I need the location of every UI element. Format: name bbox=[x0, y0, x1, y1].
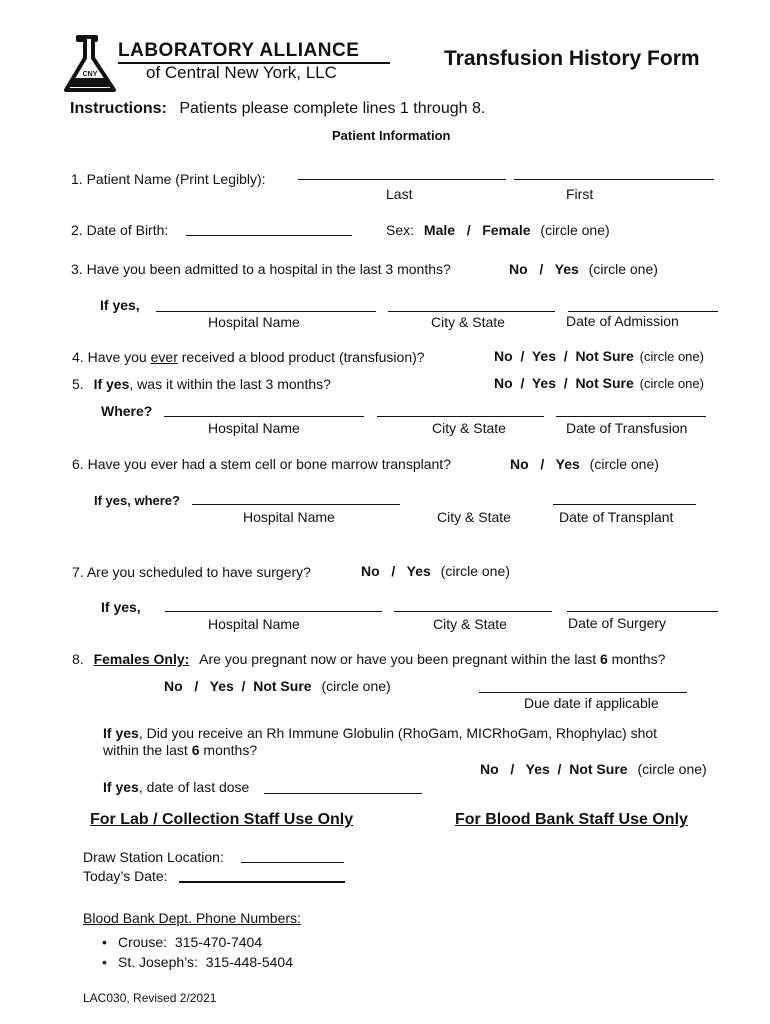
q4-options[interactable]: No / Yes / Not Sure bbox=[494, 348, 634, 364]
q6-question: 6. Have you ever had a stem cell or bone marrow transplant? bbox=[72, 456, 451, 472]
todays-date-field[interactable] bbox=[179, 881, 345, 883]
draw-station-label: Draw Station Location: bbox=[83, 849, 224, 865]
logo bbox=[60, 34, 120, 94]
dob-field[interactable] bbox=[186, 235, 352, 236]
footer-code: LAC030, Revised 2/2021 bbox=[83, 991, 217, 1005]
phone-item: • St. Joseph’s: 315-448-5404 bbox=[100, 952, 293, 972]
org-name: LABORATORY ALLIANCE bbox=[118, 40, 360, 61]
q3-cap-city: City & State bbox=[431, 314, 505, 330]
q5-cap-date: Date of Transfusion bbox=[566, 420, 688, 436]
q5-options[interactable]: No / Yes / Not Sure bbox=[494, 375, 634, 391]
rh-options[interactable]: No / Yes / Not Sure bbox=[480, 761, 628, 777]
caption-first: First bbox=[566, 186, 594, 202]
q6-cap-date: Date of Transplant bbox=[559, 509, 674, 525]
q3-cap-hospital: Hospital Name bbox=[208, 314, 300, 330]
logo-text: CNY bbox=[82, 71, 98, 78]
q6-date-field[interactable] bbox=[553, 504, 696, 505]
q7-options[interactable]: No / Yes bbox=[361, 563, 431, 579]
q7-cap-date: Date of Surgery bbox=[568, 615, 667, 631]
q5-question: 5. If yes, was it within the last 3 months? bbox=[72, 376, 331, 392]
q5-cap-hospital: Hospital Name bbox=[208, 420, 300, 436]
first-name-field[interactable] bbox=[514, 179, 714, 180]
due-date-field[interactable] bbox=[479, 692, 687, 693]
q8-choice: No / Yes / Not Sure (circle one) bbox=[164, 678, 391, 694]
phone-item: • Crouse: 315-470-7404 bbox=[100, 932, 293, 952]
phones-heading: Blood Bank Dept. Phone Numbers: bbox=[83, 910, 301, 926]
org-subname: of Central New York, LLC bbox=[146, 63, 337, 82]
q4-choice: No / Yes / Not Sure (circle one) bbox=[494, 348, 704, 364]
phone-list bbox=[100, 932, 293, 972]
rh-question-line2: within the last 6 months? bbox=[103, 742, 258, 758]
last-dose-field[interactable] bbox=[264, 793, 422, 794]
q8-question: 8. Females Only: Are you pregnant now or have you been pregnant within the last 6 months? bbox=[72, 651, 666, 667]
draw-station-field[interactable] bbox=[241, 862, 344, 863]
section-title: Patient Information bbox=[332, 128, 451, 143]
q7-question: 7. Are you scheduled to have surgery? bbox=[72, 564, 311, 580]
q7-city-field[interactable] bbox=[394, 611, 552, 612]
flask-icon bbox=[60, 34, 120, 94]
q1-label: 1. Patient Name (Print Legibly): bbox=[71, 171, 266, 187]
instructions-label: Instructions: bbox=[70, 100, 167, 117]
q7-choice: No / Yes (circle one) bbox=[361, 563, 510, 579]
q7-hospital-field[interactable] bbox=[165, 611, 382, 612]
q3-question: 3. Have you been admitted to a hospital in the last 3 months? bbox=[71, 261, 451, 277]
q5-hospital-field[interactable] bbox=[164, 416, 364, 417]
q3-date-field[interactable] bbox=[568, 311, 718, 312]
q6-cap-city: City & State bbox=[437, 509, 511, 525]
q3-ifyes: If yes, bbox=[100, 297, 140, 313]
rh-question-line1: If yes, Did you receive an Rh Immune Globulin (RhoGam, MICRhoGam, Rhophylac) shot bbox=[103, 725, 658, 741]
rh-choice: No / Yes / Not Sure (circle one) bbox=[480, 761, 707, 777]
q7-cap-city: City & State bbox=[433, 616, 507, 632]
q5-city-field[interactable] bbox=[377, 416, 544, 417]
q6-ifyes: If yes, where? bbox=[94, 493, 180, 508]
q7-ifyes: If yes, bbox=[101, 599, 141, 615]
q5-cap-city: City & State bbox=[432, 420, 506, 436]
q3-options[interactable]: No / Yes bbox=[509, 261, 579, 277]
q3-hospital-field[interactable] bbox=[156, 311, 376, 312]
q5-date-field[interactable] bbox=[556, 416, 706, 417]
q6-choice: No / Yes (circle one) bbox=[510, 456, 659, 472]
q5-choice: No / Yes / Not Sure (circle one) bbox=[494, 375, 704, 391]
q5-where: Where? bbox=[101, 403, 153, 419]
q6-options[interactable]: No / Yes bbox=[510, 456, 580, 472]
sex-options[interactable]: Male / Female bbox=[423, 222, 531, 238]
caption-last: Last bbox=[386, 186, 413, 202]
q2-label: 2. Date of Birth: bbox=[71, 222, 169, 238]
q6-cap-hospital: Hospital Name bbox=[243, 509, 335, 525]
q6-hospital-field[interactable] bbox=[192, 504, 400, 505]
todays-date-label: Today’s Date: bbox=[83, 868, 168, 884]
last-dose-label: If yes, date of last dose bbox=[103, 779, 250, 795]
due-date-caption: Due date if applicable bbox=[524, 695, 659, 711]
instructions-text: Patients please complete lines 1 through 8. bbox=[179, 100, 486, 117]
blood-bank-heading: For Blood Bank Staff Use Only bbox=[455, 811, 688, 828]
q7-cap-hospital: Hospital Name bbox=[208, 616, 300, 632]
q7-date-field[interactable] bbox=[567, 611, 718, 612]
q2-sex: Sex: Male / Female (circle one) bbox=[386, 222, 610, 238]
q3-choice: No / Yes (circle one) bbox=[509, 261, 658, 277]
q4-question: 4. Have you ever received a blood product (transfusion)? bbox=[72, 349, 425, 365]
lab-staff-heading: For Lab / Collection Staff Use Only bbox=[90, 811, 354, 828]
q3-city-field[interactable] bbox=[388, 311, 555, 312]
q3-cap-date: Date of Admission bbox=[566, 313, 679, 329]
q8-options[interactable]: No / Yes / Not Sure bbox=[164, 678, 312, 694]
instructions bbox=[70, 100, 485, 118]
form-title: Transfusion History Form bbox=[444, 47, 700, 70]
last-name-field[interactable] bbox=[298, 179, 506, 180]
